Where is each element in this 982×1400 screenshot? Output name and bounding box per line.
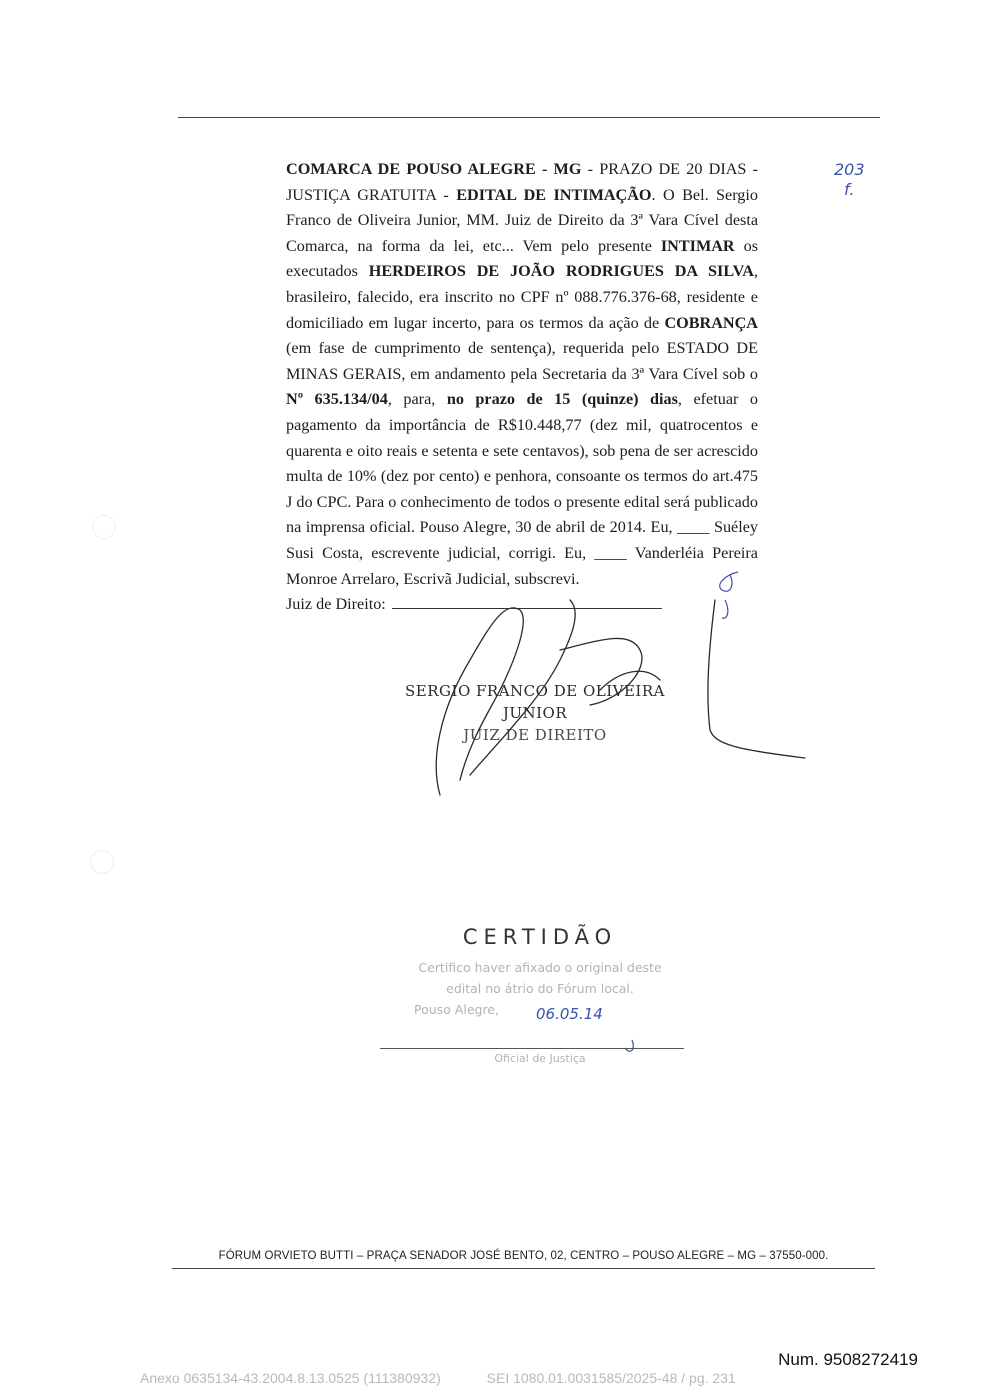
edital-body-3: , brasileiro, falecido, era inscrito no CPF nº 088.776.376-68, residente e domiciliado em lugar incerto, para os termos da ação de: [286, 262, 758, 332]
certidao-signature-line: [380, 1048, 684, 1049]
certidao-date: 06.05.14: [536, 1005, 603, 1023]
herdeiros-bold: HERDEIROS DE JOÃO RODRIGUES DA SILVA: [368, 262, 754, 281]
faded-hole-mark: [92, 515, 116, 539]
faded-hole-mark: [90, 850, 114, 874]
annex-left: Anexo 0635134-43.2004.8.13.0525 (111380932): [140, 1370, 441, 1386]
certidao-block: [370, 925, 710, 1065]
stamp-title: JUIZ DE DIREITO: [463, 726, 607, 744]
certidao-title: CERTIDÃO: [462, 925, 618, 949]
document-number: Num. 9508272419: [778, 1350, 918, 1369]
numero-processo-bold: Nº 635.134/04: [286, 390, 388, 409]
juiz-label: Juiz de Direito:: [286, 595, 386, 614]
certidao-line-3: Pouso Alegre,: [414, 1002, 499, 1017]
edital-header-plain: - PRAZO DE 20 DIAS - JUSTIÇA GRATUITA -: [286, 160, 759, 204]
intimar-bold: INTIMAR: [660, 236, 735, 255]
edital-header-bold-1: COMARCA DE POUSO ALEGRE - MG: [286, 160, 582, 178]
edital-header-bold-2: EDITAL DE INTIMAÇÃO: [456, 185, 652, 204]
certidao-line-2: edital no átrio do Fórum local.: [446, 981, 634, 996]
footer-rule: [172, 1268, 875, 1269]
cobranca-bold: COBRANÇA: [664, 313, 758, 332]
stamp-name: SERGIO FRANCO DE OLIVEIRA JUNIOR: [405, 682, 665, 722]
certidao-signer: Oficial de Justiça: [494, 1052, 586, 1065]
edital-body-1: . O Bel. Sergio Franco de Oliveira Junior, MM. Juiz de Direito da 3ª Vara Cível desta Comarca, na forma da lei, etc... Vem pelo presente: [286, 185, 758, 255]
edital-body-6: , efetuar o pagamento da importância de R$10.448,77 (dez mil, quatrocentos e quarenta e oito reais e setenta e sete centavos), sob pena de ser acrescido multa de 10% (dez por cento) e penhora, consoante os termos do art.475 J do CPC. Para o conhecimento de todos o presente edital será publicado na imprensa oficial. Pouso Alegre, 30 de abril de 2014. Eu, ____ Suéley Susi Costa, escrevente judicial, corrigi. Eu, ____ Vanderléia Pereira Monroe Arrelaro, Escrivã Judicial, subscrevi.: [286, 390, 758, 588]
edital-body-4: (em fase de cumprimento de sentença), requerida pelo ESTADO DE MINAS GERAIS, em andamento pela Secretaria da 3ª Vara Cível sob o: [286, 339, 758, 383]
certidao-line-1: Certifico haver afixado o original deste: [418, 960, 662, 975]
edital-body-5: , para,: [387, 390, 447, 409]
footer-address: FÓRUM ORVIETO BUTTI – PRAÇA SENADOR JOSÉ BENTO, 02, CENTRO – POUSO ALEGRE – MG – 37550-000.: [218, 1250, 829, 1262]
edital-body-2: os executados: [286, 236, 758, 281]
annex-right: SEI 1080.01.0031585/2025-48 / pg. 231: [486, 1370, 736, 1386]
prazo-bold: no prazo de 15 (quinze) dias: [446, 390, 678, 409]
annex-watermark: [140, 1370, 840, 1386]
handwritten-page-number: 203 f.: [834, 160, 865, 199]
